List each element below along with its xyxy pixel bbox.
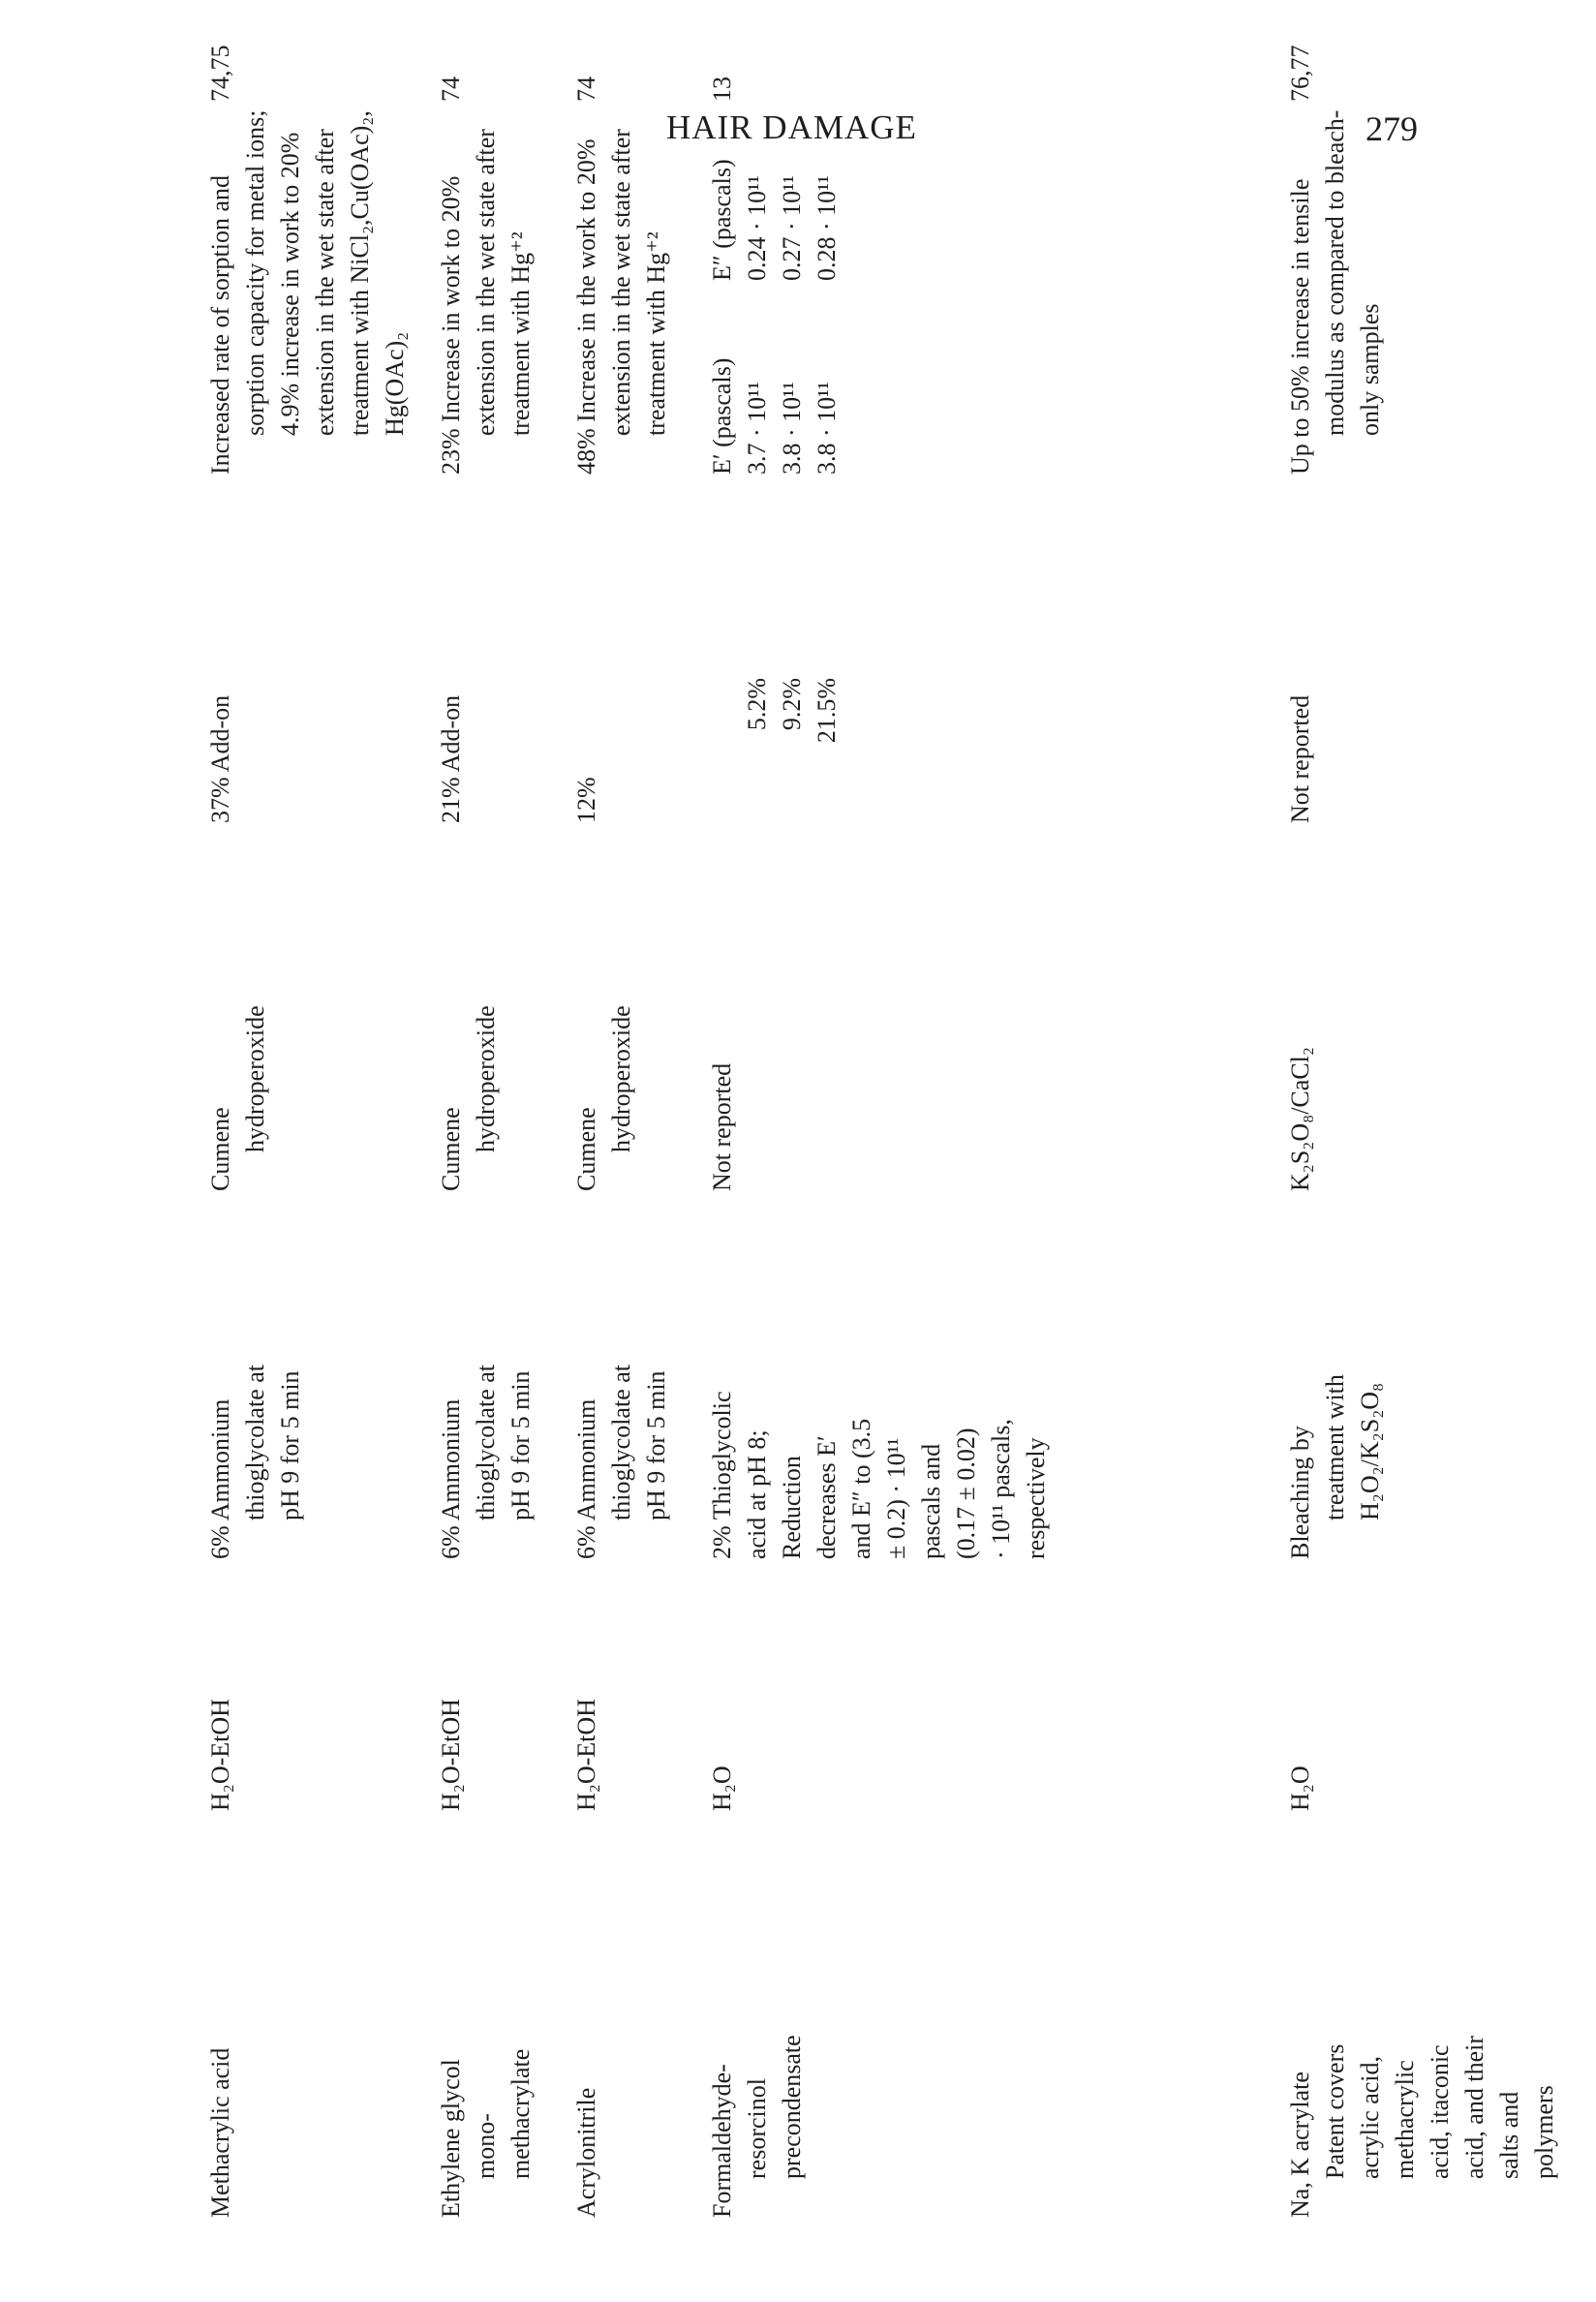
reference-cell: 74	[437, 77, 465, 102]
monomer-cell: Na, K acrylate Patent covers acrylic acid, methacrylic acid, itaconic acid, and their salts and polymers	[1286, 2036, 1558, 2218]
addon-cell: 21% Add-on	[437, 694, 465, 823]
property-cell: 48% Increase in the work to 20% extension in the wet state after treatment with Hg⁺²	[572, 129, 670, 475]
addon-cell: Not reported	[1286, 694, 1314, 823]
e-double-prime-column: E″ (pascals) 0.24 · 10¹¹ 0.27 · 10¹¹ 0.28 · 10¹¹	[708, 159, 841, 281]
page-number: 279	[1366, 109, 1418, 148]
reference-cell: 76,77	[1286, 45, 1314, 102]
initiator-cell: Cumene hydroperoxide	[572, 1005, 635, 1191]
monomer-cell: Acrylonitrile	[572, 2087, 600, 2218]
addon-values: 5.2% 9.2% 21.5%	[743, 678, 841, 744]
initiator-cell: Cumene hydroperoxide	[206, 1005, 269, 1191]
solvent-cell: H₂O	[1286, 1765, 1314, 1811]
monomer-cell: Ethylene glycol mono- methacrylate	[437, 2048, 535, 2218]
rotated-table	[194, 0, 1569, 2218]
addon-cell: 12%	[572, 777, 600, 823]
solvent-cell: H₂O-EtOH	[206, 1699, 234, 1811]
pretreatment-cell: 2% Thioglycolic acid at pH 8; Reduction decreases E′ and E″ to (3.5 ± 0.2) · 10¹¹ pascals and (0.17 ± 0.02) · 10¹¹ pascals, respectively	[708, 1391, 1050, 1559]
property-cell: 23% Increase in work to 20% extension in the wet state after treatment with Hg⁺²	[437, 129, 535, 475]
pretreatment-cell: Bleaching by treatment with H₂O₂/K₂S₂O₈	[1286, 1374, 1384, 1559]
addon-cell: 37% Add-on	[206, 694, 234, 823]
monomer-cell: Methacrylic acid	[206, 2047, 234, 2218]
property-cell: Up to 50% increase in tensile modulus as compared to bleach- only samples	[1286, 109, 1384, 475]
solvent-cell: H₂O	[708, 1765, 736, 1811]
e-prime-column: E′ (pascals) 3.7 · 10¹¹ 3.8 · 10¹¹ 3.8 · 10¹¹	[708, 357, 841, 475]
solvent-cell: H₂O-EtOH	[437, 1699, 465, 1811]
monomer-cell: Formaldehyde- resorcinol precondensate	[708, 2035, 806, 2218]
reference-cell: 74,75	[206, 45, 234, 102]
pretreatment-cell: 6% Ammonium thioglycolate at pH 9 for 5 min	[437, 1364, 535, 1559]
solvent-cell: H₂O-EtOH	[572, 1699, 600, 1811]
initiator-cell: Not reported	[708, 1062, 736, 1191]
reference-cell: 13	[708, 77, 736, 102]
property-cell: Increased rate of sorption and sorption capacity for metal ions; 4.9% increase in work to 20% extension in the wet state after treatment with NiCl₂,Cu(OAc)₂, Hg(OAc)₂	[206, 109, 409, 475]
pretreatment-cell: 6% Ammonium thioglycolate at pH 9 for 5 min	[572, 1364, 670, 1559]
initiator-cell: K₂S₂O₈/CaCl₂	[1286, 1047, 1314, 1191]
running-head: HAIR DAMAGE	[666, 108, 917, 146]
initiator-cell: Cumene hydroperoxide	[437, 1005, 500, 1191]
pretreatment-cell: 6% Ammonium thioglycolate at pH 9 for 5 min	[206, 1364, 304, 1559]
reference-cell: 74	[572, 77, 600, 102]
